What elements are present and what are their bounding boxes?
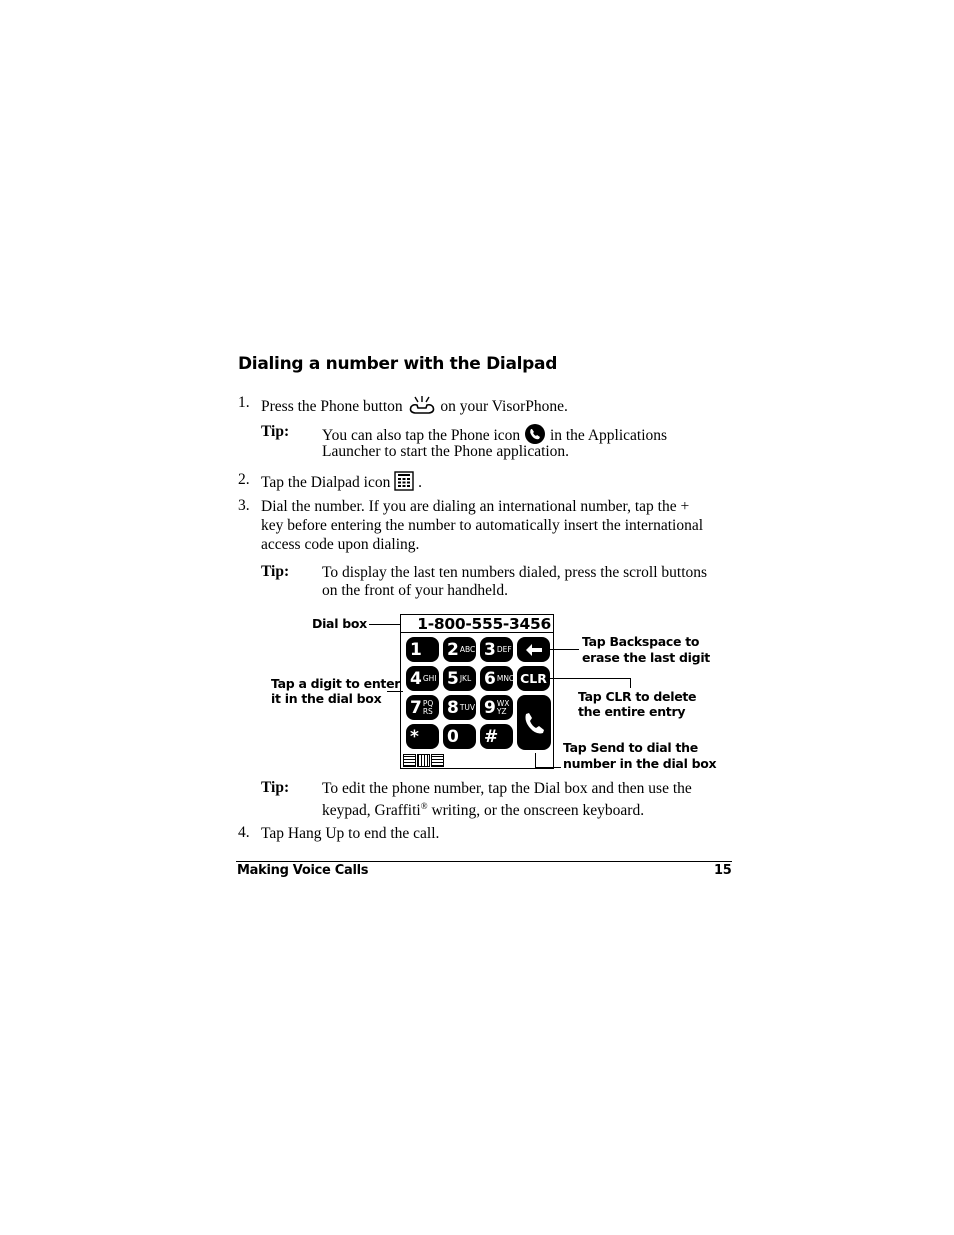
key-9[interactable]: [480, 695, 513, 720]
step-4-text: Tap Hang Up to end the call.: [261, 825, 440, 842]
key-digit: 0: [447, 726, 459, 747]
callout-send-line-2: number in the dial box: [563, 756, 717, 771]
key-digit: 2: [447, 639, 459, 660]
callout-send-line-1: Tap Send to dial the: [563, 740, 698, 755]
handset-icon: [517, 695, 551, 750]
step-2-before: Tap the Dialpad icon: [261, 474, 391, 492]
step-1-text: [261, 394, 568, 421]
tip-2-line-1: To display the last ten numbers dialed, press the scroll buttons: [322, 564, 708, 581]
page-number: 15: [714, 863, 732, 878]
callout-backspace-line-2: erase the last digit: [582, 650, 710, 665]
callout-digit-line-2: it in the dial box: [271, 691, 382, 706]
callout-digit-line-1: Tap a digit to enter: [271, 676, 401, 691]
key-7[interactable]: [406, 695, 439, 720]
key-digit: #: [484, 726, 499, 747]
key-6[interactable]: [480, 666, 513, 691]
dial-box[interactable]: 1-800-555-3456: [401, 615, 553, 633]
key-letters: DEF: [496, 644, 512, 654]
key-letters: ABC: [459, 644, 476, 654]
callout-clr-line-2: the entire entry: [578, 704, 686, 719]
key-digit: 6: [484, 668, 496, 689]
backspace-arrow-icon: [524, 643, 544, 657]
step-2-after: .: [418, 474, 422, 492]
step-3-line-3: access code upon dialing.: [261, 536, 420, 553]
step-number: 2.: [238, 471, 250, 488]
tip-2-line-2: on the front of your handheld.: [322, 582, 508, 599]
key-letters: MNO: [496, 673, 515, 683]
key-digit: 7: [410, 697, 422, 718]
key-letters: TUV: [459, 702, 476, 712]
key-digit: 5: [447, 668, 459, 689]
callout-line: [387, 691, 403, 692]
key-5[interactable]: [443, 666, 476, 691]
tip-label: Tip:: [261, 779, 290, 796]
key-hash[interactable]: [480, 724, 513, 749]
footer-rule: [236, 861, 732, 862]
callout-line: [535, 767, 561, 768]
step-3-line-1: Dial the number. If you are dialing an international number, tap the +: [261, 498, 690, 515]
clr-key[interactable]: [517, 666, 550, 691]
key-letters: PQRS: [422, 698, 434, 716]
clr-label: CLR: [520, 671, 547, 686]
dialpad-screen: [400, 614, 554, 769]
key-digit: 3: [484, 639, 496, 660]
step-1-after: on your VisorPhone.: [440, 398, 568, 416]
callout-dial-box: Dial box: [312, 616, 367, 631]
tip-1-before: You can also tap the Phone icon: [322, 427, 521, 445]
callout-line: [535, 753, 536, 768]
step-2-text: [261, 471, 422, 496]
tip-1-after: in the Applications: [549, 427, 668, 445]
key-0[interactable]: [443, 724, 476, 749]
section-heading: Dialing a number with the Dialpad: [238, 354, 558, 374]
key-4[interactable]: [406, 666, 439, 691]
footer-section: Making Voice Calls: [237, 863, 369, 878]
step-1-before: Press the Phone button: [261, 398, 403, 416]
send-key[interactable]: [517, 695, 551, 750]
registered-mark: ®: [420, 801, 428, 811]
key-8[interactable]: [443, 695, 476, 720]
callout-backspace-line-1: Tap Backspace to: [582, 634, 700, 649]
key-digit: 1: [410, 639, 422, 660]
key-3[interactable]: [480, 637, 513, 662]
key-digit: *: [410, 726, 419, 747]
step-number: 4.: [238, 824, 250, 841]
backspace-key[interactable]: [517, 637, 550, 662]
callout-clr-line-1: Tap CLR to delete: [578, 689, 697, 704]
phone-button-icon: [407, 394, 437, 421]
tip-3-line-2: [322, 797, 644, 820]
step-number: 1.: [238, 394, 250, 411]
key-2[interactable]: [443, 637, 476, 662]
tip-1-line-2: Launcher to start the Phone application.: [322, 443, 570, 460]
key-letters: WXYZ: [496, 698, 510, 716]
key-letters: JKL: [459, 673, 472, 683]
callout-line: [550, 649, 579, 650]
tip-3-after: writing, or the onscreen keyboard.: [427, 802, 645, 820]
key-digit: 4: [410, 668, 422, 689]
tip-3-before: keypad, Graffiti: [322, 802, 421, 820]
detail-view-tab[interactable]: [431, 754, 444, 767]
key-digit: 9: [484, 697, 496, 718]
tip-label: Tip:: [261, 423, 290, 440]
dialpad-icon: [394, 471, 414, 496]
key-letters: GHI: [422, 673, 437, 683]
key-star[interactable]: [406, 724, 439, 749]
callout-line: [550, 678, 631, 679]
view-tabs: [403, 754, 447, 767]
tip-label: Tip:: [261, 563, 290, 580]
dialpad-view-tab[interactable]: [417, 754, 430, 767]
step-number: 3.: [238, 497, 250, 514]
tip-3-line-1: To edit the phone number, tap the Dial box and then use the: [322, 780, 692, 797]
key-digit: 8: [447, 697, 459, 718]
callout-line: [630, 678, 631, 688]
list-view-tab[interactable]: [403, 754, 416, 767]
callout-line: [369, 624, 401, 625]
step-3-line-2: key before entering the number to automatically insert the international: [261, 517, 704, 534]
key-1[interactable]: [406, 637, 439, 662]
